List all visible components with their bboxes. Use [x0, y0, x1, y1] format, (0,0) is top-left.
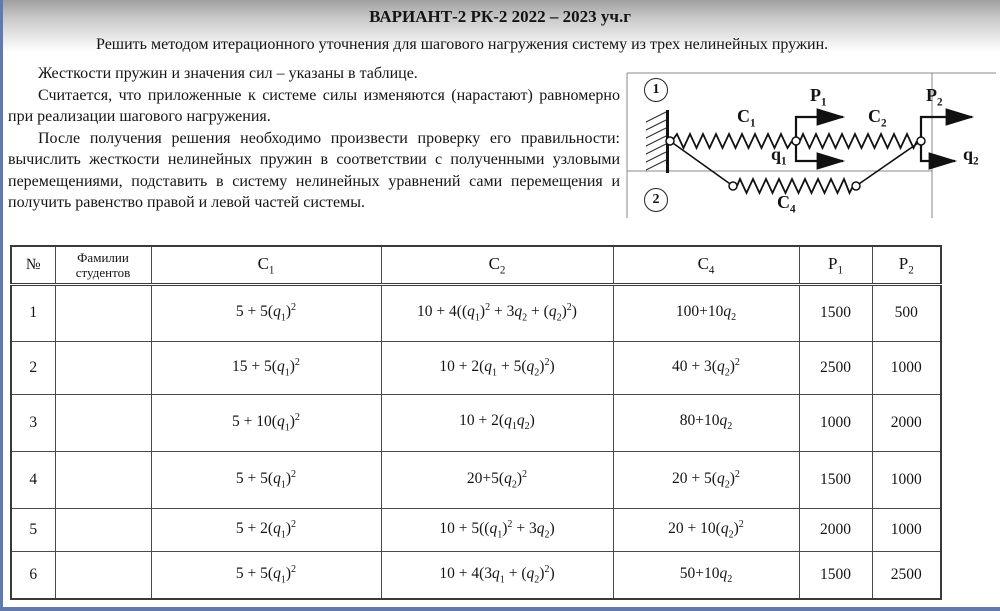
cell-p1-value: 2000: [799, 508, 872, 551]
cell-c2-formula: $10 + 4(3q_1 + (q_2)^2)$: [381, 551, 613, 599]
cell-student-name: [55, 551, 151, 599]
cell-variant-number: 5: [11, 508, 55, 551]
wall-hatching: [646, 112, 666, 170]
cell-student-name: [55, 284, 151, 341]
cell-p2-value: 500: [872, 284, 941, 341]
table-row: [11, 394, 941, 451]
force-p1-arrow: [796, 117, 843, 141]
col-header-p2: $P_2$: [872, 246, 941, 284]
cell-student-name: [55, 451, 151, 508]
table-row: [11, 451, 941, 508]
label-spring-c4: $C_4$: [777, 192, 796, 216]
intro-paragraph: Решить методом итерационного уточнения для шагового нагружения систему из трех нелинейных пружин.: [96, 36, 829, 53]
cell-p2-value: 2000: [872, 394, 941, 451]
cell-p2-value: 1000: [872, 508, 941, 551]
cell-p1-value: 1000: [799, 394, 872, 451]
col-header-number: №: [11, 246, 55, 284]
cell-c1-formula: $5 + 2(q_1)^2$: [151, 508, 381, 551]
label-displacement-q1: $q_1$: [771, 144, 787, 168]
table-row: [11, 551, 941, 599]
table-row: [11, 284, 941, 341]
col-header-c1: $C_1$: [151, 246, 381, 284]
cell-c4-formula: $100+10q_2$: [613, 284, 799, 341]
cell-p1-value: 1500: [799, 451, 872, 508]
col-header-p1: $P_1$: [799, 246, 872, 284]
cell-c2-formula: $10 + 5((q_1)^2 + 3q_2)$: [381, 508, 613, 551]
cell-c1-formula: $5 + 5(q_1)^2$: [151, 451, 381, 508]
col-header-c4: $C_4$: [613, 246, 799, 284]
paragraph-loading-note: Считается, что приложенные к системе силы изменяются (нарастают) равномерно при реализации шагового нагружения.: [8, 86, 620, 125]
force-p2-arrow: [921, 117, 972, 141]
paragraph-stiffness-note: Жесткости пружин и значения сил – указаны в таблице.: [38, 65, 418, 82]
cell-c2-formula: $10 + 2(q_1q_2)$: [381, 394, 613, 451]
label-displacement-q2: $q_2$: [963, 144, 979, 168]
col-header-students: Фамилии студентов: [55, 246, 151, 284]
cell-p2-value: 1000: [872, 341, 941, 394]
cell-c1-formula: $5 + 5(q_1)^2$: [151, 284, 381, 341]
cell-c1-formula: $5 + 10(q_1)^2$: [151, 394, 381, 451]
cell-c2-formula: $10 + 4((q_1)^2 + 3q_2 + (q_2)^2)$: [381, 284, 613, 341]
cell-c4-formula: $80+10q_2$: [613, 394, 799, 451]
bottom-edge-line: [0, 607, 1000, 611]
cell-p2-value: 1000: [872, 451, 941, 508]
spring-c2-drawing: [800, 134, 917, 148]
cell-p2-value: 2500: [872, 551, 941, 599]
label-spring-c1: $C_1$: [737, 106, 756, 130]
displacement-q1-arrow: [796, 141, 843, 161]
cell-c4-formula: $20 + 5(q_2)^2$: [613, 451, 799, 508]
label-force-p1: $P_1$: [810, 85, 827, 109]
table-header-row: [11, 246, 941, 284]
region-1-badge: 1: [644, 78, 668, 102]
page-title: ВАРИАНТ-2 РК-2 2022 – 2023 уч.г: [369, 7, 631, 26]
cell-variant-number: 3: [11, 394, 55, 451]
task-description: [8, 63, 620, 214]
label-spring-c2: $C_2$: [868, 106, 887, 130]
cell-variant-number: 4: [11, 451, 55, 508]
displacement-q2-arrow: [921, 141, 955, 161]
cell-c2-formula: $10 + 2(q_1 + 5(q_2)^2)$: [381, 341, 613, 394]
spring-c4-drawing: [737, 179, 853, 193]
cell-c4-formula: $20 + 10(q_2)^2$: [613, 508, 799, 551]
region-2-badge: 2: [644, 188, 668, 212]
cell-c1-formula: $15 + 5(q_1)^2$: [151, 341, 381, 394]
cell-variant-number: 1: [11, 284, 55, 341]
cell-variant-number: 6: [11, 551, 55, 599]
col-header-c2: $C_2$: [381, 246, 613, 284]
spring-system-diagram: [625, 65, 1000, 235]
cell-student-name: [55, 341, 151, 394]
cell-c1-formula: $5 + 5(q_1)^2$: [151, 551, 381, 599]
cell-student-name: [55, 394, 151, 451]
cell-c4-formula: $50+10q_2$: [613, 551, 799, 599]
variants-table: [10, 245, 942, 600]
table-row: [11, 508, 941, 551]
paragraph-verification-note: После получения решения необходимо произвести проверку его правильности: вычислить жесткости нелинейных пружин в соответствии с полученными узловыми перемещениями, подставить в систему нелинейных уравнений сами перемещения и получить равенство правой и левой частей системы.: [8, 129, 620, 211]
table-row: [11, 341, 941, 394]
cell-variant-number: 2: [11, 341, 55, 394]
cell-c2-formula: $20+5(q_2)^2$: [381, 451, 613, 508]
cell-p1-value: 2500: [799, 341, 872, 394]
table-body: [11, 284, 941, 599]
cell-p1-value: 1500: [799, 551, 872, 599]
cell-p1-value: 1500: [799, 284, 872, 341]
cell-student-name: [55, 508, 151, 551]
cell-c4-formula: $40 + 3(q_2)^2$: [613, 341, 799, 394]
left-edge-line: [0, 0, 3, 611]
label-force-p2: $P_2$: [926, 85, 943, 109]
